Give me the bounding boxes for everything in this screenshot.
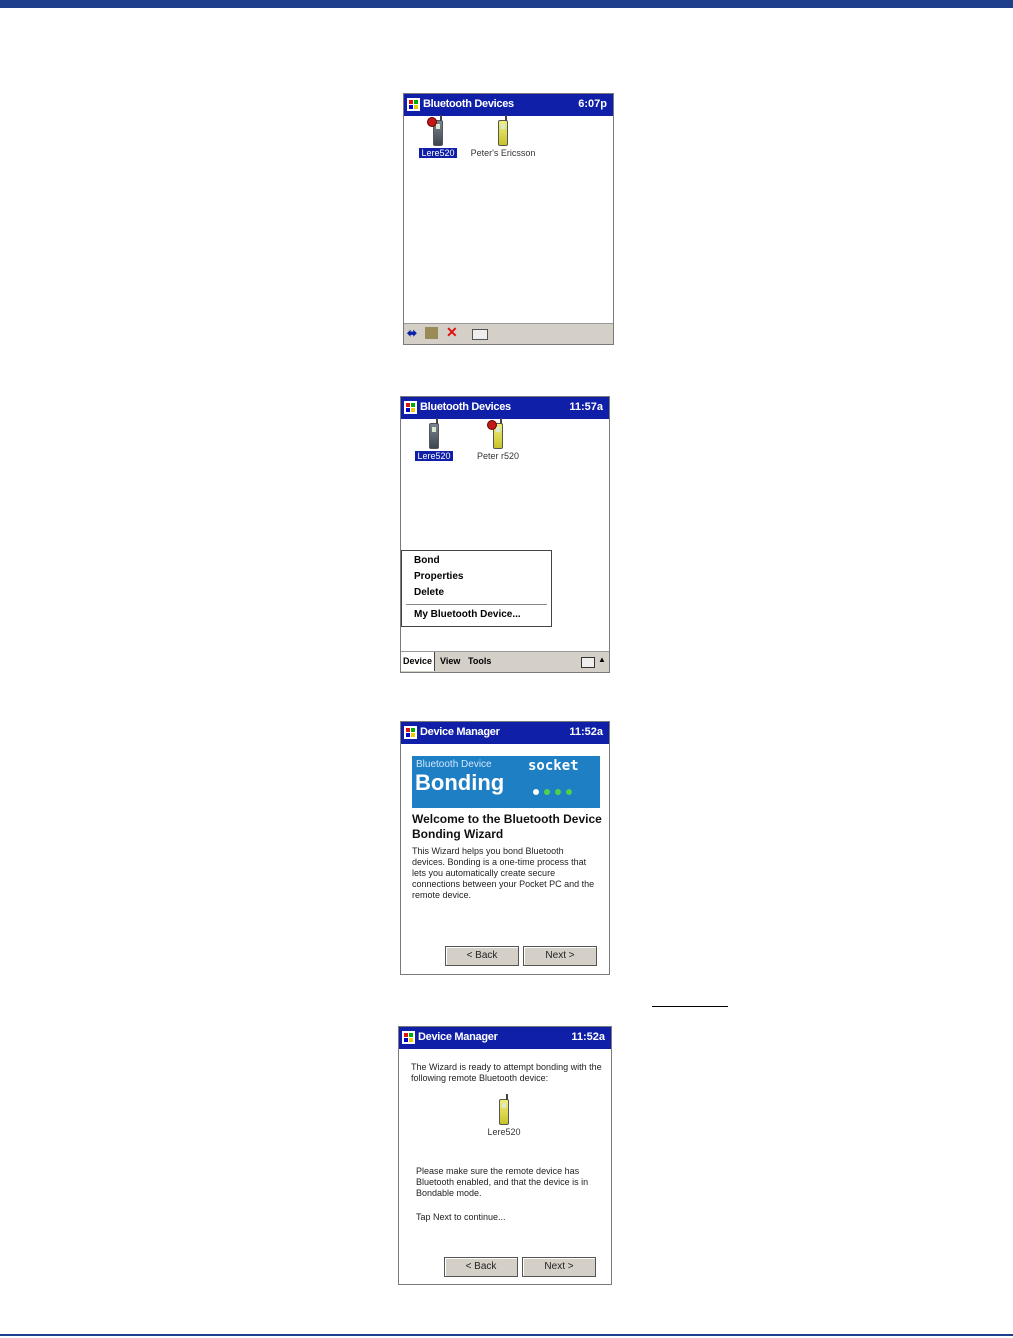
menu-item-bond[interactable]: Bond <box>414 555 440 566</box>
phone-icon <box>498 120 508 146</box>
wizard-description: This Wizard helps you bond Bluetooth devices. Bonding is a one-time process that lets you automatically create secure connections between your Pocket PC and the remote device. <box>412 846 595 900</box>
clock[interactable]: 11:52a <box>569 726 603 738</box>
screenshot-bonding-wizard-welcome <box>400 721 610 975</box>
device-label: Peter r520 <box>476 451 520 461</box>
wizard-title: Welcome to the Bluetooth Device Bonding Wizard <box>412 812 602 841</box>
device-label: Peter's Ericsson <box>470 148 536 158</box>
menu-item-my-bluetooth-device[interactable]: My Bluetooth Device... <box>414 609 521 620</box>
bonding-banner <box>412 756 600 808</box>
menu-item-properties[interactable]: Properties <box>414 571 464 582</box>
window-title: Bluetooth Devices <box>423 98 514 110</box>
next-button[interactable]: Next > <box>522 1257 596 1277</box>
socket-dots-icon <box>533 782 577 800</box>
start-icon[interactable] <box>402 1031 415 1044</box>
wizard-note: Please make sure the remote device has Bluetooth enabled, and that the device is in Bondable mode. <box>416 1166 589 1198</box>
menu-device[interactable]: Device <box>401 652 435 671</box>
window-title: Device Manager <box>420 726 500 738</box>
back-button[interactable]: < Back <box>445 946 519 966</box>
back-button[interactable]: < Back <box>444 1257 518 1277</box>
delete-icon[interactable]: ✕ <box>446 324 458 340</box>
device-item[interactable] <box>402 423 466 462</box>
start-icon[interactable] <box>404 726 417 739</box>
wizard-intro: The Wizard is ready to attempt bonding with the following remote Bluetooth device: <box>411 1062 602 1083</box>
phone-icon <box>433 120 443 146</box>
wizard-instruction: Tap Next to continue... <box>416 1212 506 1222</box>
menu-tools[interactable]: Tools <box>468 656 492 666</box>
keyboard-icon[interactable] <box>581 657 595 668</box>
phone-icon <box>429 423 439 449</box>
menu-view[interactable]: View <box>440 656 461 666</box>
remote-device <box>472 1099 536 1138</box>
clock[interactable]: 6:07p <box>578 98 607 110</box>
properties-icon[interactable] <box>425 327 438 339</box>
menu-bar <box>401 651 609 672</box>
underline-rule <box>652 1006 728 1007</box>
title-bar <box>399 1027 611 1049</box>
active-connection-icon <box>487 420 497 430</box>
phone-icon <box>493 423 503 449</box>
start-icon[interactable] <box>404 401 417 414</box>
device-label: Lere520 <box>417 451 451 461</box>
device-item[interactable] <box>406 120 470 159</box>
clock[interactable]: 11:52a <box>571 1031 605 1043</box>
banner-caption: Bluetooth Device <box>416 759 492 770</box>
banner-heading: Bonding <box>415 770 505 795</box>
clock[interactable]: 11:57a <box>569 401 603 413</box>
bluetooth-icon[interactable]: ⬌ <box>407 326 418 340</box>
page-header-rule <box>0 0 1013 8</box>
title-bar <box>401 397 609 419</box>
screenshot-bluetooth-devices <box>403 93 614 345</box>
title-bar <box>401 722 609 744</box>
active-connection-icon <box>427 117 437 127</box>
device-item[interactable] <box>466 423 530 462</box>
next-button[interactable]: Next > <box>523 946 597 966</box>
page-footer-rule <box>0 1334 1013 1336</box>
device-label: Lere520 <box>487 1127 521 1137</box>
title-bar <box>404 94 613 116</box>
device-popup-menu <box>401 550 552 627</box>
start-icon[interactable] <box>407 98 420 111</box>
menu-separator <box>406 604 547 605</box>
menu-item-delete[interactable]: Delete <box>414 587 445 598</box>
screenshot-bluetooth-devices-menu <box>400 396 610 673</box>
socket-logo: socket <box>528 758 579 774</box>
device-label: Lere520 <box>421 148 455 158</box>
keyboard-icon[interactable] <box>472 329 488 340</box>
window-title: Bluetooth Devices <box>420 401 511 413</box>
sip-arrow-icon[interactable]: ▲ <box>598 655 606 664</box>
command-bar <box>404 323 613 344</box>
phone-icon <box>499 1099 509 1125</box>
screenshot-bonding-wizard-ready <box>398 1026 612 1285</box>
window-title: Device Manager <box>418 1031 498 1043</box>
device-item[interactable] <box>470 120 536 159</box>
